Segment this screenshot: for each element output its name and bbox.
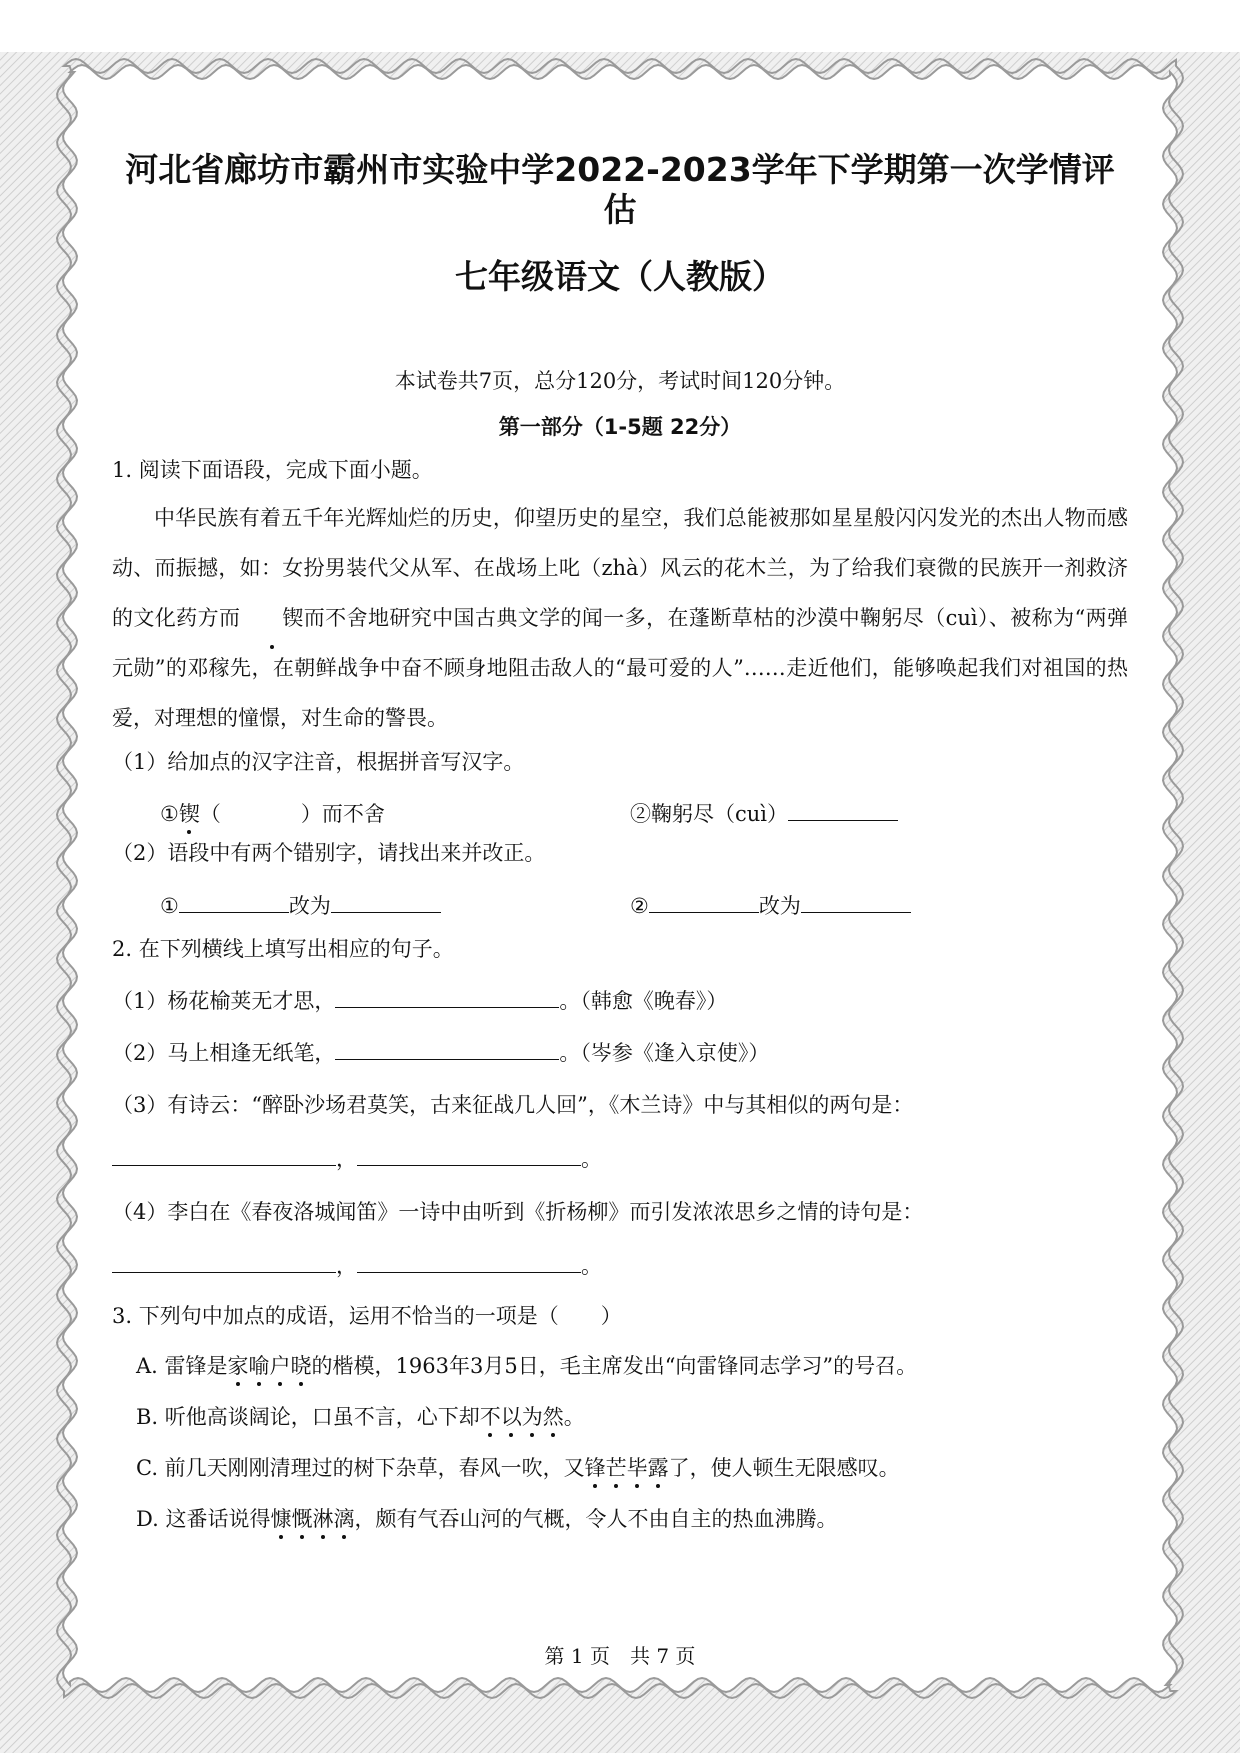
question-3-heading: 3. 下列句中加点的成语，运用不恰当的一项是（ ） — [112, 1303, 622, 1328]
exam-title: 河北省廊坊市霸州市实验中学2022-2023学年下学期第一次学情评估 — [125, 150, 1115, 229]
page-number: 第 1 页 共 7 页 — [544, 1644, 696, 1668]
answer-blank[interactable] — [335, 987, 559, 1008]
answer-blank[interactable] — [331, 892, 441, 913]
dotted-char: 毕 — [627, 1452, 648, 1482]
answer-blank[interactable] — [788, 800, 898, 821]
answer-blank[interactable] — [112, 1252, 336, 1273]
question-1-sub-2: （2）语段中有两个错别字，请找出来并改正。 — [112, 841, 546, 866]
question-2-heading: 2. 在下列横线上填写出相应的句子。 — [112, 936, 454, 961]
answer-blank[interactable] — [112, 1145, 336, 1166]
question-2-item-2: （2）马上相逢无纸笔， 。（岑参《逢入京使》） — [112, 1041, 770, 1066]
option-a[interactable]: A. 雷锋是家喻户晓的楷模，1963年3月5日，毛主席发出“向雷锋同志学习”的号召。 — [112, 1350, 1128, 1380]
exam-page — [112, 150, 1128, 1554]
question-1-sub-1: （1）给加点的汉字注音，根据拼音写汉字。 — [112, 750, 525, 775]
answer-blank[interactable] — [179, 892, 289, 913]
question-2-item-3: （3）有诗云：“醉卧沙场君莫笑，古来征战几人回”，《木兰诗》中与其相似的两句是： — [112, 1092, 914, 1117]
question-1-heading: 1. 阅读下面语段，完成下面小题。 — [112, 457, 433, 482]
answer-blank[interactable] — [649, 892, 759, 913]
dotted-char: 为 — [522, 1401, 543, 1431]
dotted-char: 以 — [501, 1401, 522, 1431]
answer-item-1b: ②鞠躬尽（cuì） — [630, 798, 1100, 828]
question-2-item-1: （1）杨花榆荚无才思， 。（韩愈《晚春》） — [112, 988, 728, 1013]
dotted-char: 淋 — [312, 1503, 333, 1533]
dotted-char: 不 — [480, 1401, 501, 1431]
part-heading: 第一部分（1-5题 22分） — [498, 414, 742, 439]
dotted-char: 晓 — [291, 1350, 312, 1380]
option-c[interactable]: C. 前几天刚刚清理过的树下杂草，春风一吹，又锋芒毕露了，使人顿生无限感叹。 — [112, 1452, 1128, 1482]
dotted-char: 户 — [270, 1350, 291, 1380]
exam-subtitle: 七年级语文（人教版） — [455, 257, 785, 297]
answer-blank[interactable] — [335, 1039, 559, 1060]
dotted-char: 慨 — [291, 1503, 312, 1533]
answer-item-2b: ② 改为 — [630, 890, 1100, 920]
dotted-char: 芒 — [606, 1452, 627, 1482]
dotted-char: 家 — [228, 1350, 249, 1380]
option-d[interactable]: D. 这番话说得慷慨淋漓，颇有气吞山河的气概，令人不由自主的热血沸腾。 — [112, 1503, 1128, 1533]
exam-info: 本试卷共7页，总分120分，考试时间120分钟。 — [394, 368, 846, 393]
dotted-char: 露 — [648, 1452, 669, 1482]
dotted-char: 漓 — [333, 1503, 354, 1533]
answer-item-2a: ① 改为 — [112, 890, 630, 920]
answer-blank[interactable] — [357, 1145, 581, 1166]
answer-item-1a: ①锲（ ）而不舍 — [112, 798, 630, 828]
dotted-char: 锲 — [240, 593, 303, 643]
dotted-char: 然 — [543, 1401, 564, 1431]
question-1-sub-1-answers — [112, 798, 1128, 828]
answer-blank[interactable] — [801, 892, 911, 913]
question-2-item-4: （4）李白在《春夜洛城闻笛》一诗中由听到《折杨柳》而引发浓浓思乡之情的诗句是： — [112, 1200, 924, 1225]
dotted-char: 锋 — [585, 1452, 606, 1482]
dotted-char: 喻 — [249, 1350, 270, 1380]
dotted-char: 慷 — [270, 1503, 291, 1533]
question-2-item-4-blanks: ， 。 — [112, 1252, 1128, 1280]
answer-blank[interactable] — [357, 1252, 581, 1273]
option-b[interactable]: B. 听他高谈阔论，口虽不言，心下却不以为然。 — [112, 1401, 1128, 1431]
dotted-char: 锲 — [179, 798, 200, 828]
question-1-sub-2-answers — [112, 890, 1128, 920]
question-2-item-3-blanks: ， 。 — [112, 1145, 1128, 1173]
question-1-passage: 中华民族有着五千年光辉灿烂的历史，仰望历史的星空，我们总能被那如星星般闪闪发光的杰出人物而感动、而振撼，如：女扮男装代父从军、在战场上叱（zhà）风云的花木兰，为了给我们衰微的民族开一剂救济的文化药方而 锲而不舍地研究中国古典文学的闻一多，在蓬断草枯的沙漠中鞠躬尽（cuì）、被称为“两弹元勋”的邓稼先，在朝鲜战争中奋不顾身地阻击敌人的“最可爱的人”……走近他们，能够唤起我们对祖国的热爱，对理想的憧憬，对生命的警畏。 — [112, 506, 1128, 731]
